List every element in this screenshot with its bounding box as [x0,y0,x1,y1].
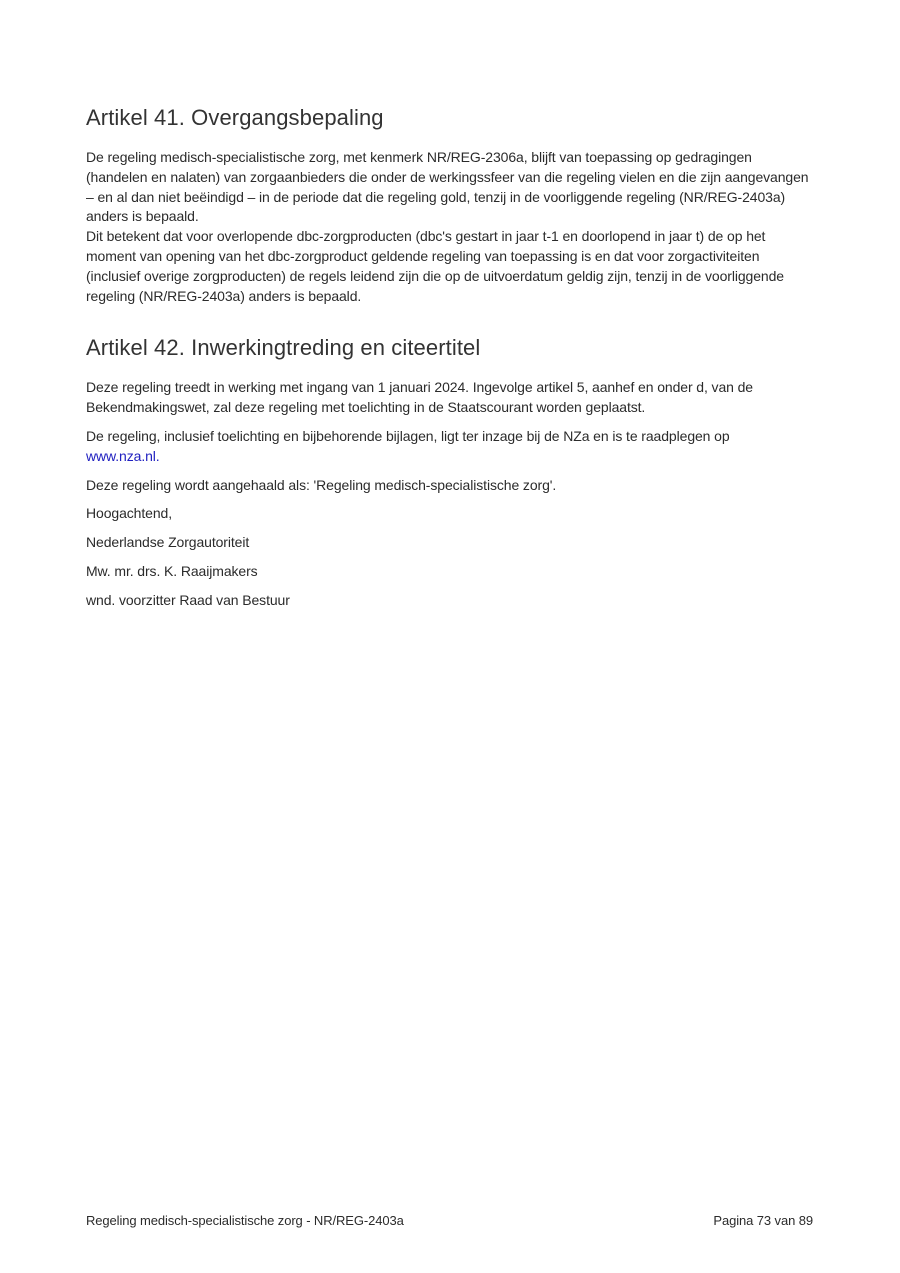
heading-artikel-41: Artikel 41. Overgangsbepaling [86,105,384,130]
organization-name: Nederlandse Zorgautoriteit [86,534,250,551]
nza-website-link[interactable]: www.nza.nl. [86,447,160,464]
paragraph-overgangsbepaling-2: Dit betekent dat voor overlopende dbc-zorgproducten (dbc's gestart in jaar t-1 en doorlopend in jaar t) de op het moment van opening van het dbc-zorgproduct geldende regeling van toepassing is en dat voor zorgactiviteiten (inclusief overige zorgproducten) de regels leidend zijn die op de uitvoerdatum geldig zijn, tenzij in de voorliggende regeling (NR/REG-2403a) anders is bepaald. [86,228,784,304]
signer-title: wnd. voorzitter Raad van Bestuur [86,591,290,608]
salutation: Hoogachtend, [86,505,172,522]
footer-document-reference: Regeling medisch-specialistische zorg - NR/REG-2403a [86,1213,404,1228]
page-footer [86,1212,813,1230]
footer-page-number: Pagina 73 van 89 [713,1213,813,1228]
paragraph-overgangsbepaling-1: De regeling medisch-specialistische zorg, met kenmerk NR/REG-2306a, blijft van toepassing op gedragingen (handelen en nalaten) van zorgaanbieders die onder de werkingssfeer van die regeling vielen en die zijn aangevangen – en al dan niet beëindigd – in de periode dat die regeling gold, tenzij in de voorliggende regeling (NR/REG-2403a) anders is bepaald. [86,149,809,225]
paragraph-inzage-text: De regeling, inclusief toelichting en bijbehorende bijlagen, ligt ter inzage bij de NZa en is te raadplegen op [86,427,730,444]
paragraph-citeertitel: Deze regeling wordt aangehaald als: 'Regeling medisch-specialistische zorg'. [86,476,557,493]
paragraph-inwerkingtreding: Deze regeling treedt in werking met ingang van 1 januari 2024. Ingevolge artikel 5, aanhef en onder d, van de Bekendmakingswet, zal deze regeling met toelichting in de Staatscourant worden geplaatst. [86,379,753,416]
signer-name: Mw. mr. drs. K. Raaijmakers [86,562,258,579]
page-content [86,104,816,620]
artikel-41-body [86,148,816,306]
heading-artikel-42: Artikel 42. Inwerkingtreding en citeertitel [86,335,481,361]
paragraph-inzage [86,427,816,467]
